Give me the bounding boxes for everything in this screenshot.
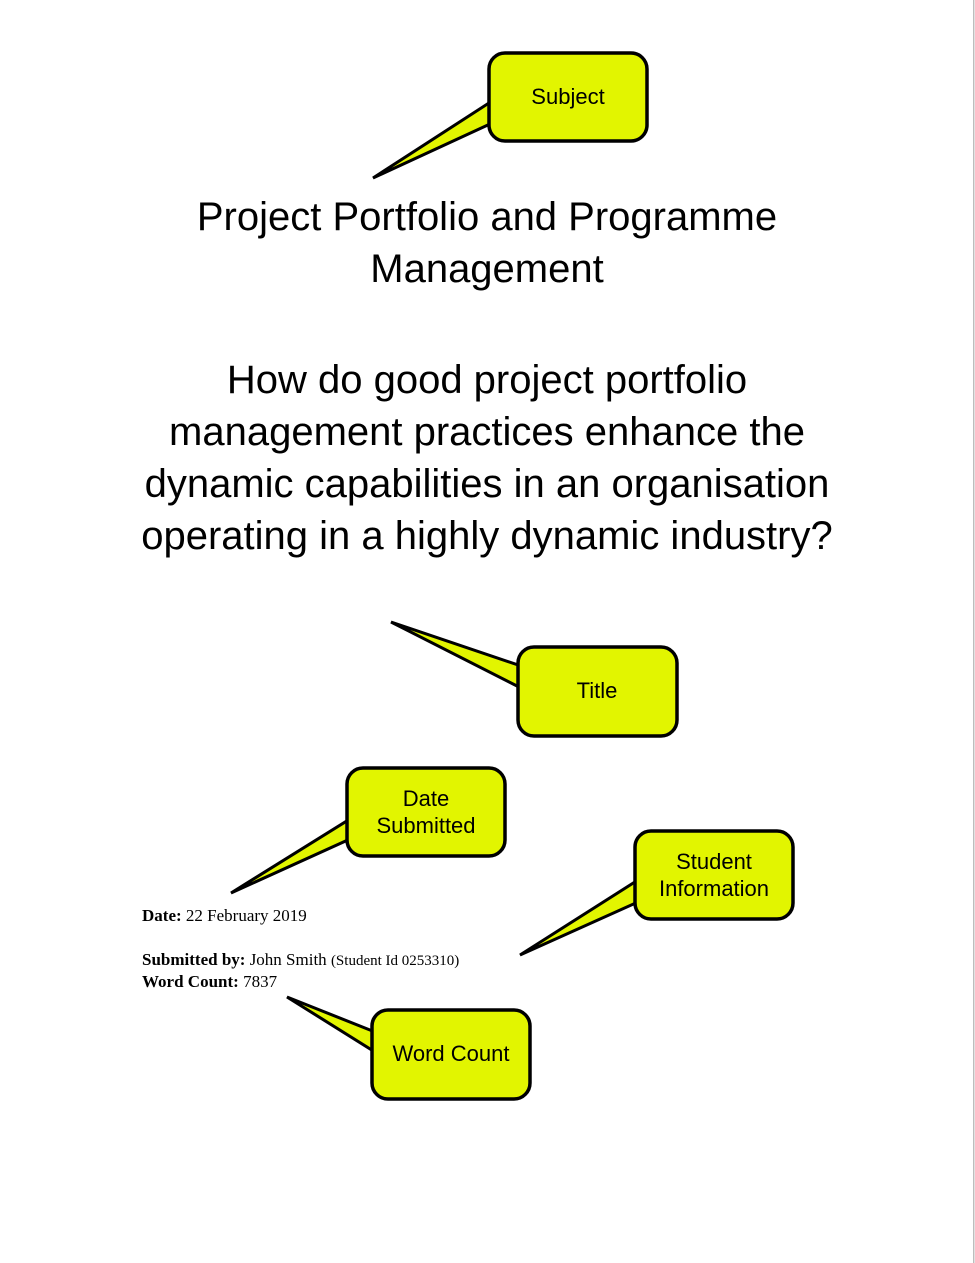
callout-word-count-label: Word Count [392, 1041, 510, 1066]
callout-date-label-line1: Date [402, 786, 450, 811]
callout-student-box [635, 831, 793, 919]
callout-date-pointer [231, 819, 350, 893]
callout-student-label-line2: Information [658, 876, 770, 901]
callout-title-pointer [391, 622, 521, 688]
callout-student-pointer [520, 880, 638, 955]
callout-subject-label: Subject [531, 84, 605, 109]
student-id: (Student Id 0253310) [330, 953, 460, 969]
callout-subject-pointer [373, 101, 492, 178]
callout-subject [373, 53, 647, 178]
callout-date-submitted [231, 768, 505, 893]
submitted-by-label: Submitted by: [142, 950, 246, 969]
document-title: How do good project portfolio management practices enhance the dynamic capabilities in an organisation operating in a highly dynamic industry? [141, 358, 833, 558]
callout-student-information [520, 831, 793, 955]
callout-title-label: Title [576, 678, 618, 703]
callout-word-count-pointer [287, 997, 375, 1052]
word-count-label: Word Count: [142, 972, 239, 991]
student-name: John Smith [249, 950, 327, 969]
callout-student-label-line1: Student [676, 849, 752, 874]
word-count-value: 7837 [243, 972, 278, 991]
date-value: 22 February 2019 [185, 906, 307, 925]
callout-date-box [347, 768, 505, 856]
date-label: Date: [142, 906, 182, 925]
callout-word-count [287, 997, 530, 1099]
callout-title [391, 622, 677, 736]
callout-date-label-line2: Submitted [376, 813, 476, 838]
document-subject: Project Portfolio and Programme Management [196, 195, 778, 291]
